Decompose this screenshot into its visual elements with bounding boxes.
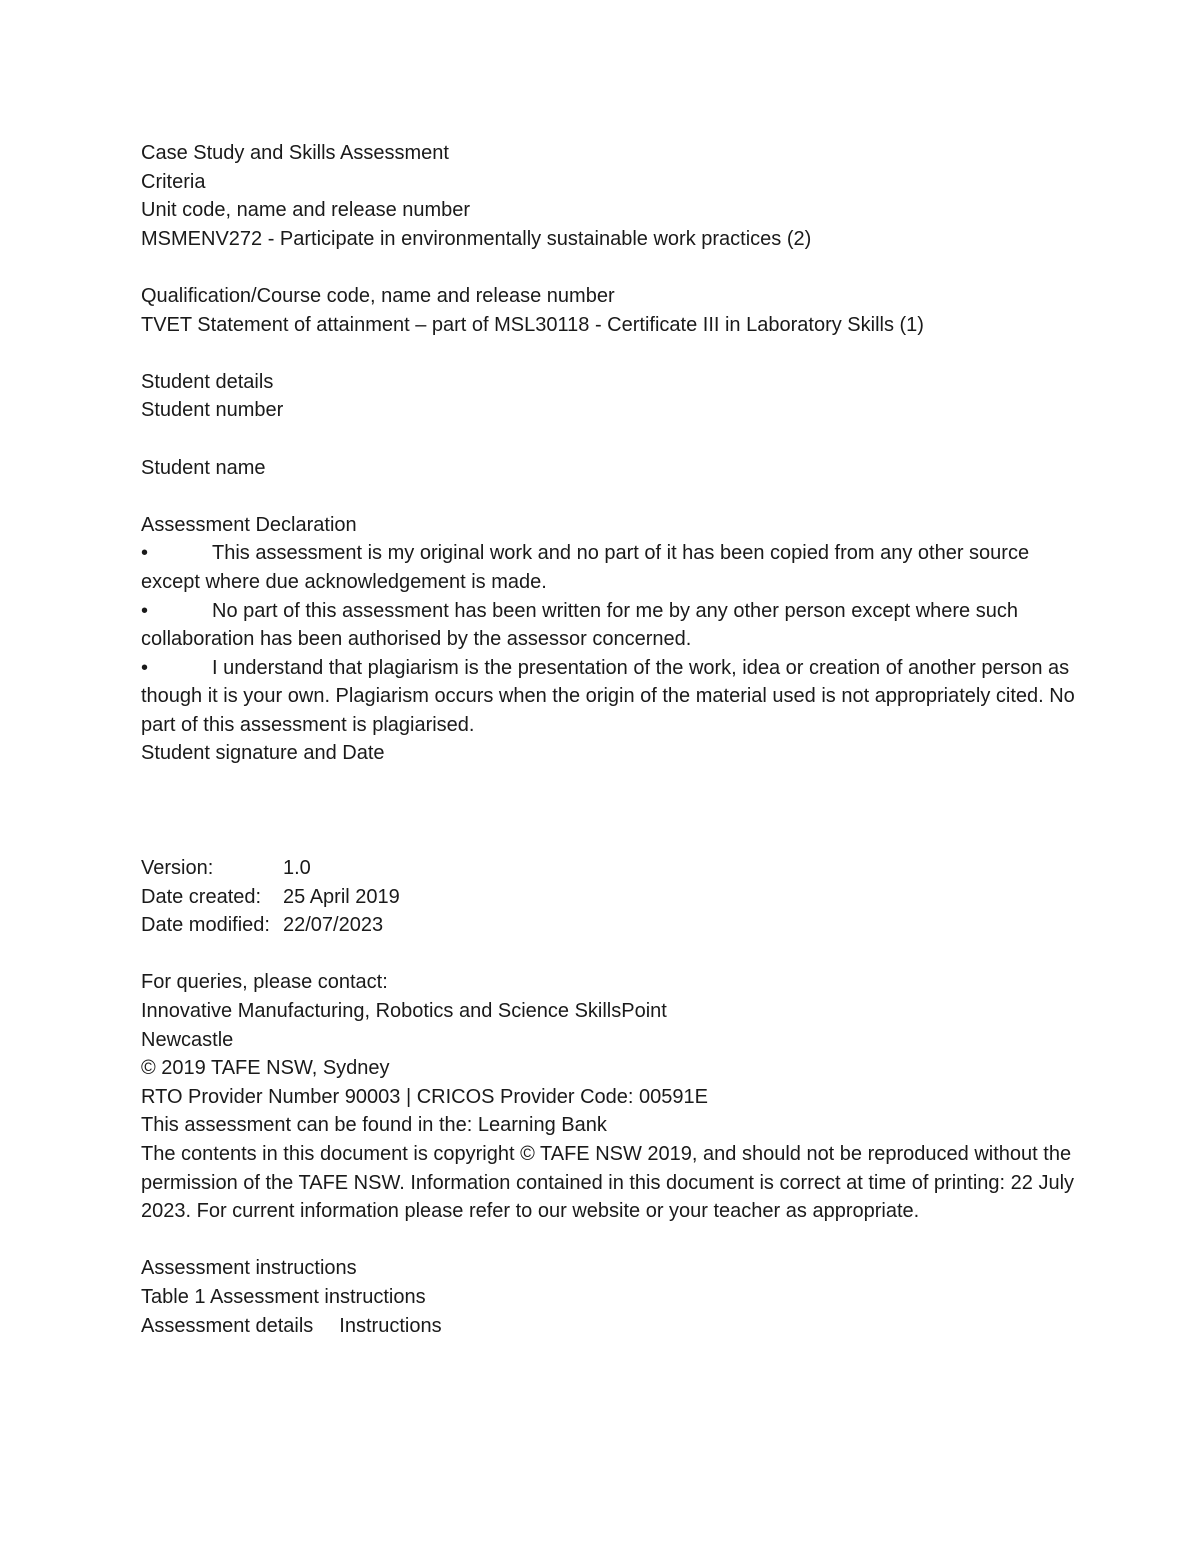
student-details-label: Student details — [141, 370, 274, 393]
bullet-icon: • — [141, 656, 149, 679]
declaration-item — [141, 597, 1081, 654]
rto-line: RTO Provider Number 90003 | CRICOS Provider Code: 00591E — [141, 1085, 708, 1108]
student-number-label: Student number — [141, 399, 284, 422]
date-modified-row — [141, 911, 1081, 940]
document-title: Case Study and Skills Assessment — [141, 142, 449, 164]
spacer — [141, 253, 1081, 282]
version-row — [141, 854, 1081, 883]
declaration-item — [141, 654, 1081, 740]
student-name-field[interactable] — [141, 482, 1081, 511]
declaration-item-text: I understand that plagiarism is the presentation of the work, idea or creation of another person as though it is your own. Plagiarism occurs when the origin of the material used is not appropriately cited. No part of this assessment is plagiarised. — [141, 656, 1075, 736]
date-created-label: Date created: — [141, 885, 262, 908]
declaration-item-text: This assessment is my original work and no part of it has been copied from any other source except where due acknowledgement is made. — [141, 542, 1030, 593]
date-created-value: 25 April 2019 — [283, 885, 400, 908]
copyright-notice: The contents in this document is copyright © TAFE NSW 2019, and should not be reproduced without the permission of the TAFE NSW. Information contained in this document is correct at time of printing: 22 July 2023. For current information please refer to our website or your teacher as appropriate. — [141, 1143, 1075, 1223]
col-assessment-details: Assessment details — [141, 1314, 314, 1337]
contact-city: Newcastle — [141, 1028, 234, 1051]
instructions-heading: Assessment instructions — [141, 1257, 357, 1280]
date-modified-value: 22/07/2023 — [283, 914, 384, 937]
col-instructions: Instructions — [339, 1314, 442, 1337]
spacer — [141, 1226, 1081, 1255]
bullet-icon: • — [141, 599, 149, 622]
qualification-label: Qualification/Course code, name and release number — [141, 284, 615, 307]
student-name-label: Student name — [141, 456, 266, 479]
unit-value: MSMENV272 - Participate in environmentally sustainable work practices (2) — [141, 227, 812, 250]
found-in-line: This assessment can be found in the: Learning Bank — [141, 1114, 607, 1137]
declaration-item — [141, 539, 1081, 596]
criteria-label: Criteria — [141, 170, 206, 193]
version-label: Version: — [141, 857, 214, 880]
queries-label: For queries, please contact: — [141, 971, 388, 994]
date-created-row — [141, 883, 1081, 912]
bullet-icon: • — [141, 542, 149, 565]
student-number-field[interactable] — [141, 425, 1081, 454]
spacer — [141, 940, 1081, 969]
copyright-line: © 2019 TAFE NSW, Sydney — [141, 1057, 390, 1080]
signature-label: Student signature and Date — [141, 742, 385, 765]
table-caption: Table 1 Assessment instructions — [141, 1285, 426, 1308]
contact-org: Innovative Manufacturing, Robotics and Science SkillsPoint — [141, 1000, 667, 1023]
table-header-row — [141, 1312, 1081, 1341]
date-modified-label: Date modified: — [141, 914, 270, 937]
version-value: 1.0 — [283, 857, 311, 880]
signature-field[interactable] — [141, 768, 1081, 854]
spacer — [141, 339, 1081, 368]
declaration-item-text: No part of this assessment has been written for me by any other person except where such collaboration has been authorised by the assessor concerned. — [141, 599, 1018, 651]
document-page — [141, 139, 1081, 1340]
declaration-heading: Assessment Declaration — [141, 513, 357, 536]
qualification-value: TVET Statement of attainment – part of MSL30118 - Certificate III in Laboratory Skills (1) — [141, 313, 924, 336]
unit-label: Unit code, name and release number — [141, 199, 471, 222]
